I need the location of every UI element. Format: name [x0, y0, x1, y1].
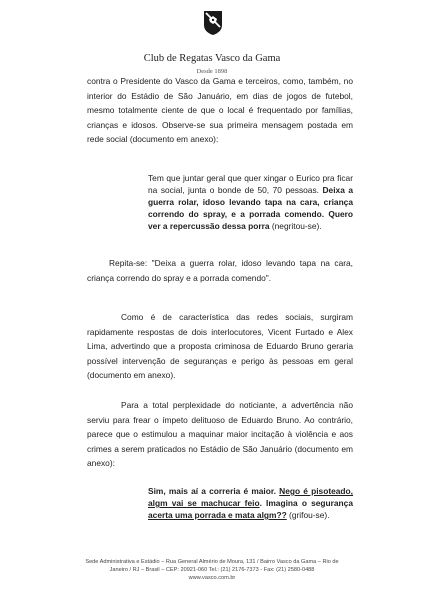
- footer-address-line-1: Sede Administrativa e Estádio – Rua General Almério de Moura, 131 / Bairro Vasco da Gama – Rio de: [85, 559, 339, 565]
- quote1-bold: Deixa a guerra rolar, idoso levando tapa na cara, criança correndo do spray, e a porrada comendo. Quero ver a repercussão dessa porra: [148, 185, 354, 231]
- footer: [0, 558, 424, 582]
- paragraph-1: contra o Presidente do Vasco da Gama e terceiros, como, também, no interior do Estádio de São Januário, em dias de jogos de futebol, mesmo totalmente ciente de que o local é frequentado por famílias, crianças e idosos. Observe-se sua primeira mensagem postada em rede social (documento em anexo):: [87, 76, 353, 145]
- quote2-bold: Sim, mais aí a correria é maior.: [148, 486, 276, 496]
- paragraph-responses: Como é de característica das redes sociais, surgiram rapidamente respostas de dois interlocutores, Vicent Furtado e Alex Lima, advertindo que a proposta criminosa de Eduardo Bruno geraria possível intervenção de seguranças e perigo às pessoas em geral (documento em anexo).: [87, 312, 353, 381]
- quote2-underlined-1: Nego é pisoteado, algm vai se machucar feio: [148, 486, 353, 508]
- club-since: Desde 1898: [196, 68, 228, 75]
- footer-website: www.vasco.com.br: [188, 575, 236, 581]
- club-name: Club de Regatas Vasco da Gama: [143, 53, 281, 64]
- paragraph-perplexity: Para a total perplexidade do noticiante, a advertência não serviu para frear o ímpeto delituoso de Eduardo Bruno. Ao contrário, parece que o estimulou a maquinar maior incitação à violência e aos crimes a serem praticados no Estádio de São Januário (documento em anexo):: [87, 400, 353, 469]
- quote2-bold-mid: . Imagina o segurança: [259, 498, 353, 508]
- quote2-underlined-2: acerta uma porrada e mata algm??: [148, 510, 287, 520]
- quote-first-message: [148, 172, 353, 232]
- paragraph-repeat: Repita-se: "Deixa a guerra rolar, idoso levando tapa na cara, criança correndo do spray e a porrada comendo".: [87, 258, 353, 283]
- quote-second-message: [148, 485, 353, 521]
- quote2-note: (grifou-se).: [289, 510, 330, 520]
- quote1-note: (negritou-se).: [271, 221, 322, 231]
- footer-address-line-2: Janeiro / RJ – Brasil – CEP: 20921-060 Tel.: (21) 2176-7373 - Fax: (21) 2580-0488: [109, 567, 315, 573]
- club-crest-icon: [203, 10, 223, 36]
- quote1-normal: Tem que juntar geral que quer xingar o Eurico pra ficar na social, junta o bonde de 50, 70 pessoas.: [148, 173, 353, 195]
